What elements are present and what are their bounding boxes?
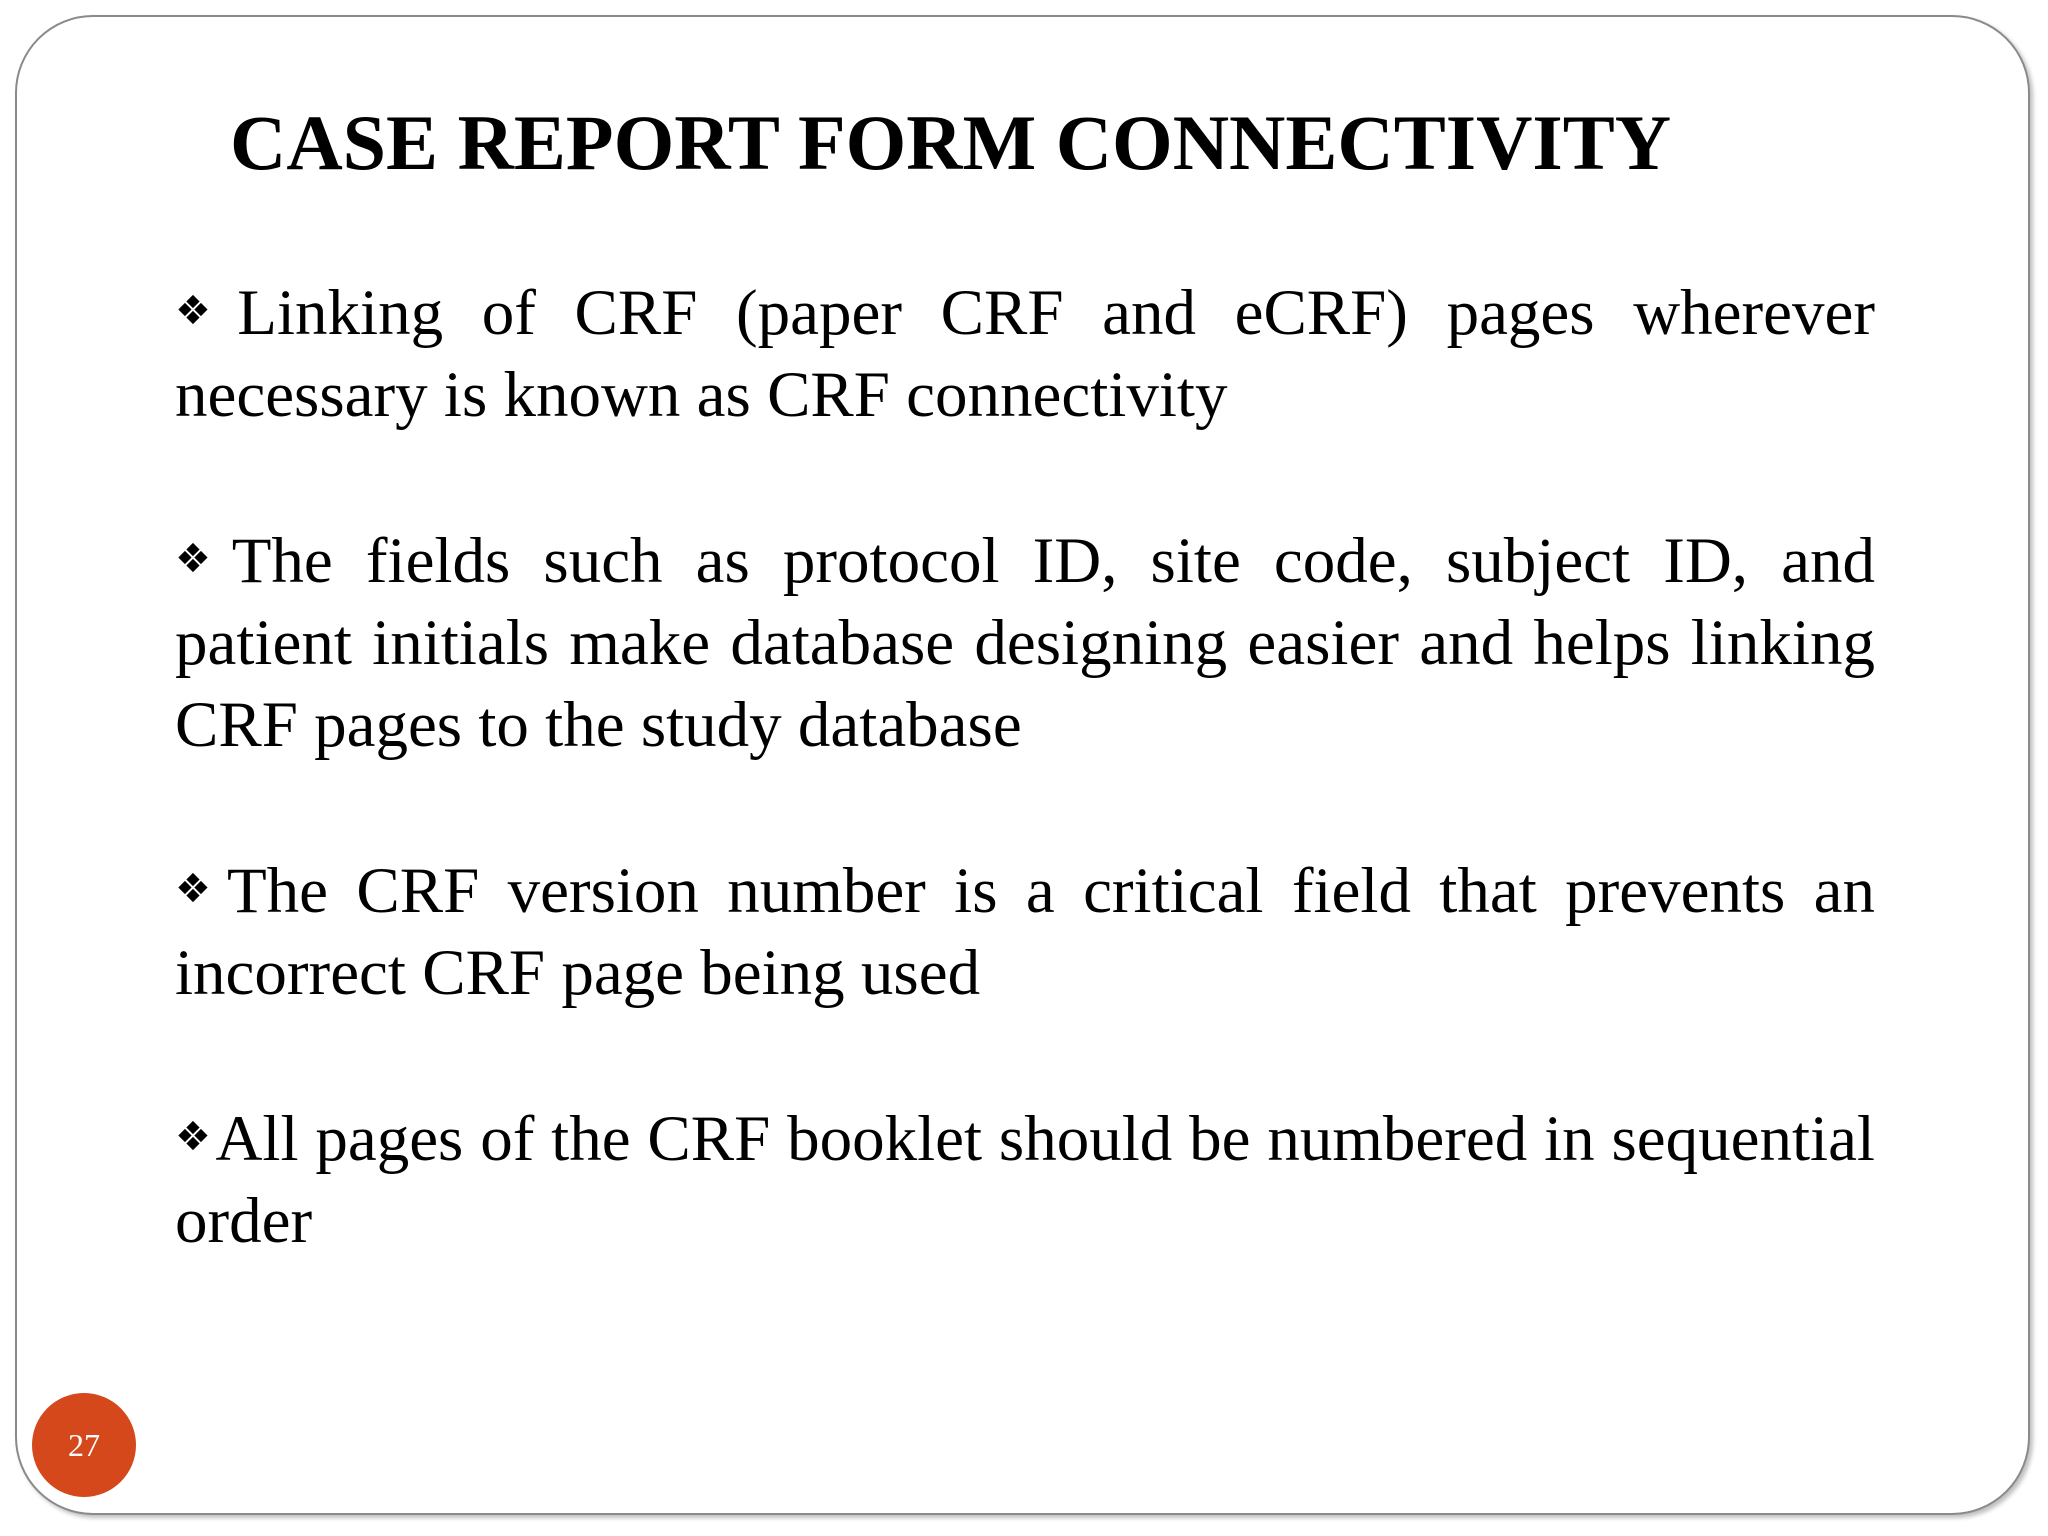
bullet-item bbox=[175, 518, 1875, 766]
bullet-item bbox=[175, 1096, 1875, 1262]
bullet-item bbox=[175, 270, 1875, 436]
four-diamond-bullet-icon: ❖ bbox=[175, 536, 228, 582]
bullet-text: The fields such as protocol ID, site code, subject ID, and patient initials make database designing easier and helps linking CRF pages to the study database bbox=[175, 525, 1875, 761]
slide-title: CASE REPORT FORM CONNECTIVITY bbox=[230, 99, 1672, 186]
bullet-item bbox=[175, 848, 1875, 1014]
bullet-text: The CRF version number is a critical field that prevents an incorrect CRF page being used bbox=[175, 855, 1876, 1009]
page-number-badge: 27 bbox=[32, 1393, 136, 1497]
four-diamond-bullet-icon: ❖ bbox=[175, 1114, 212, 1160]
bullet-text: All pages of the CRF booklet should be numbered in sequential order bbox=[175, 1103, 1875, 1257]
bullet-text: Linking of CRF (paper CRF and eCRF) pages wherever necessary is known as CRF connectivity bbox=[175, 277, 1875, 431]
four-diamond-bullet-icon: ❖ bbox=[175, 866, 223, 912]
bullet-list bbox=[175, 270, 1875, 1344]
four-diamond-bullet-icon: ❖ bbox=[175, 288, 234, 334]
